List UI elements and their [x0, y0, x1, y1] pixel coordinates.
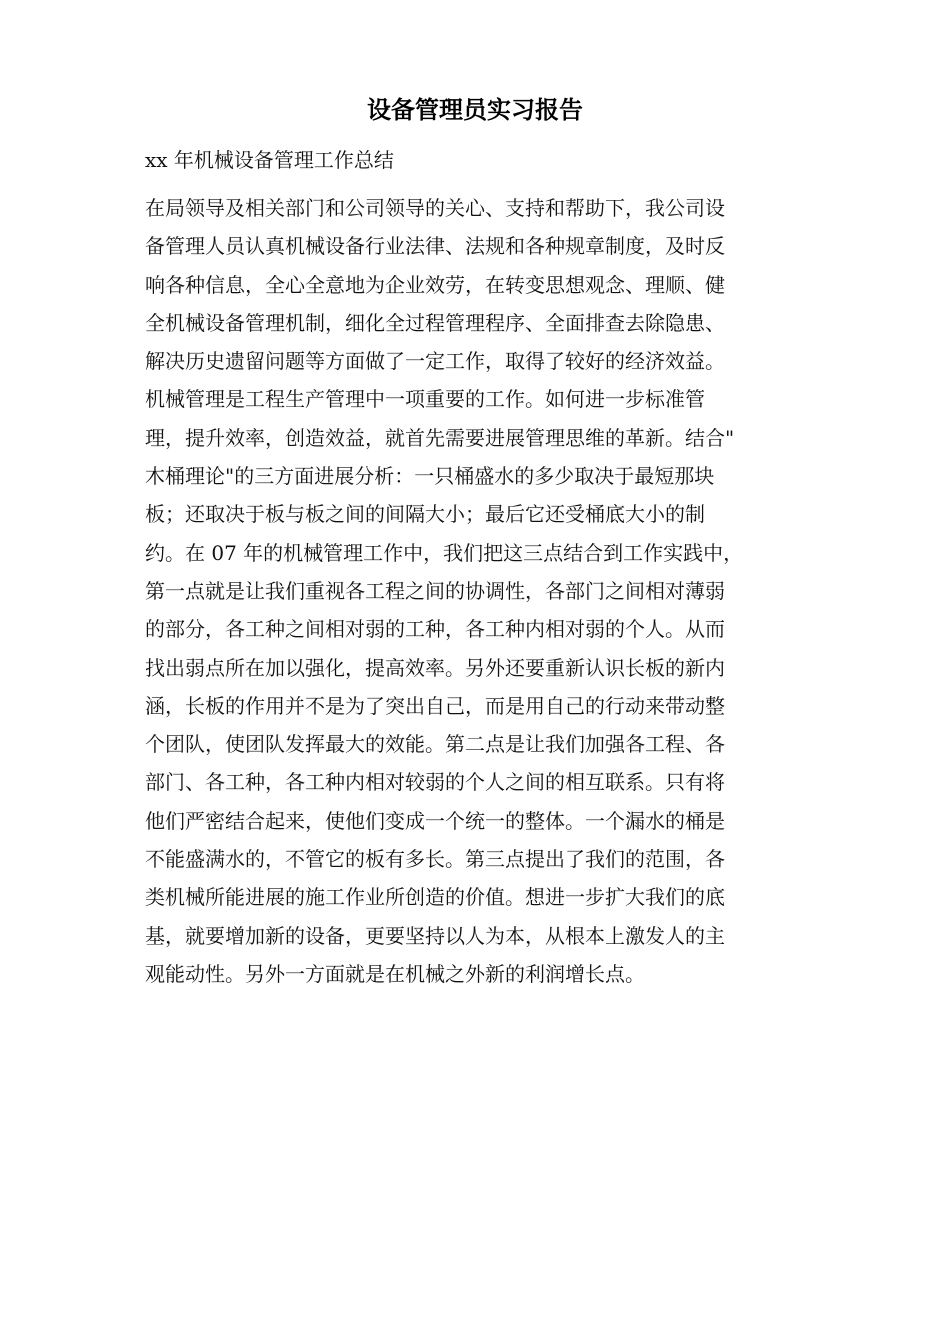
document-body [145, 189, 805, 993]
body-line: 不能盛满水的，不管它的板有多长。第三点提出了我们的范围，各 [145, 847, 725, 872]
body-line: 部门、各工种，各工种内相对较弱的个人之间的相互联系。只有将 [145, 770, 725, 795]
body-line: 备管理人员认真机械设备行业法律、法规和各种规章制度，及时反 [145, 234, 725, 259]
body-line: 类机械所能进展的施工作业所创造的价值。想进一步扩大我们的底 [145, 885, 725, 910]
body-line: 约。在 07 年的机械管理工作中，我们把这三点结合到工作实践中， [145, 540, 744, 565]
body-line: 机械管理是工程生产管理中一项重要的工作。如何进一步标准管 [145, 387, 705, 412]
body-line: 理，提升效率，创造效益，就首先需要进展管理思维的革新。结合" [145, 425, 735, 450]
body-line: 基，就要增加新的设备，更要坚持以人为本，从根本上激发人的主 [145, 923, 725, 948]
body-line: 观能动性。另外一方面就是在机械之外新的利润增长点。 [145, 961, 645, 986]
body-line: 解决历史遗留问题等方面做了一定工作，取得了较好的经济效益。 [145, 349, 725, 374]
body-line: 第一点就是让我们重视各工程之间的协调性，各部门之间相对薄弱 [145, 578, 725, 603]
body-line: 个团队，使团队发挥最大的效能。第二点是让我们加强各工程、各 [145, 732, 725, 757]
body-line: 涵，长板的作用并不是为了突出自己，而是用自己的行动来带动整 [145, 693, 725, 718]
body-line: 板；还取决于板与板之间的间隔大小；最后它还受桶底大小的制 [145, 502, 705, 527]
document-title: 设备管理员实习报告 [367, 95, 583, 124]
document-subtitle: xx 年机械设备管理工作总结 [145, 148, 394, 172]
body-line: 找出弱点所在加以强化，提高效率。另外还要重新认识长板的新内 [145, 655, 725, 680]
body-line: 的部分，各工种之间相对弱的工种，各工种内相对弱的个人。从而 [145, 617, 725, 642]
body-line: 他们严密结合起来，使他们变成一个统一的整体。一个漏水的桶是 [145, 808, 725, 833]
body-line: 木桶理论"的三方面进展分析：一只桶盛水的多少取决于最短那块 [145, 464, 715, 489]
body-line: 全机械设备管理机制，细化全过程管理程序、全面排查去除隐患、 [145, 310, 725, 335]
body-line: 在局领导及相关部门和公司领导的关心、支持和帮助下，我公司设 [145, 196, 725, 220]
body-line: 响各种信息，全心全意地为企业效劳，在转变思想观念、理顺、健 [145, 272, 725, 297]
